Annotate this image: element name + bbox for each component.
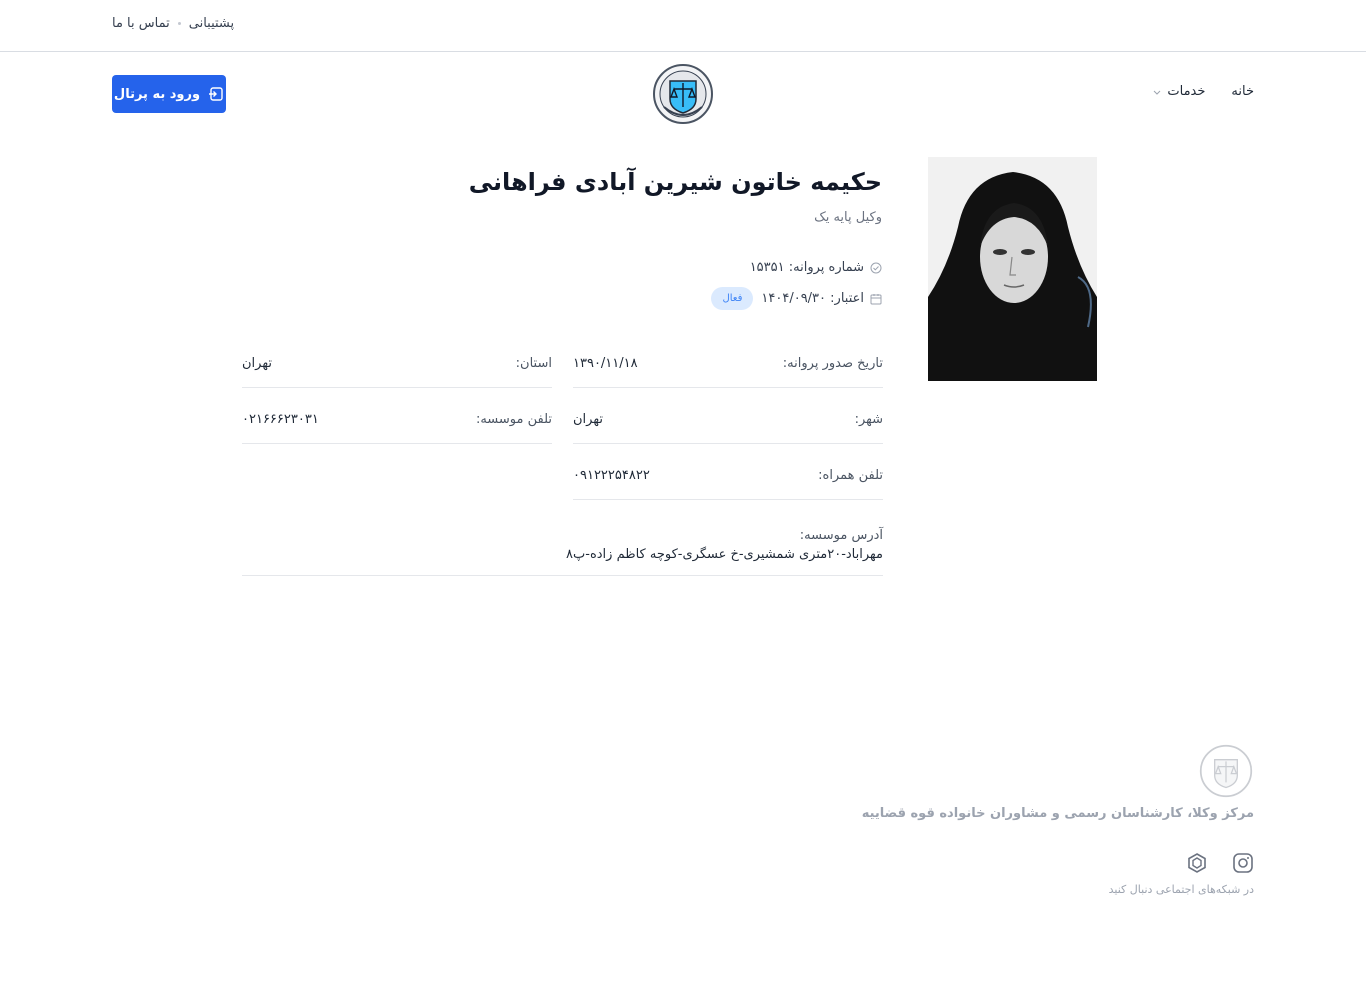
validity-date: اعتبار: ۱۴۰۴/۰۹/۳۰	[761, 291, 864, 306]
province-value: تهران	[242, 356, 272, 371]
nav-home-label: خانه	[1231, 84, 1254, 99]
top-bar	[0, 0, 1366, 52]
lawyer-title: وکیل پایه یک	[814, 210, 882, 225]
lawyer-photo	[928, 157, 1097, 381]
instagram-icon[interactable]	[1232, 852, 1254, 874]
issue-date-label: تاریخ صدور پروانه:	[782, 356, 883, 371]
footer-org-name: مرکز وکلا، کارشناسان رسمی و مشاوران خانواده قوه قضاییه	[861, 806, 1254, 821]
separator-dot	[178, 22, 181, 25]
status-badge: فعال	[711, 287, 753, 310]
nav-services-label: خدمات	[1167, 84, 1206, 99]
mobile-value[interactable]: ۰۹۱۲۲۲۵۴۸۲۲	[573, 468, 650, 483]
lawyer-name: حکیمه خاتون شیرین آبادی فراهانی	[468, 168, 882, 196]
chevron-down-icon	[1153, 88, 1161, 96]
footer-logo	[1199, 744, 1253, 798]
license-number: شماره پروانه: ۱۵۳۵۱	[749, 260, 864, 275]
city-label: شهر:	[854, 412, 883, 427]
login-icon	[208, 86, 224, 102]
issue-date-value: ۱۳۹۰/۱۱/۱۸	[573, 356, 638, 371]
address-field	[242, 528, 883, 576]
top-links	[112, 16, 234, 31]
province-field	[242, 356, 552, 388]
nav-services[interactable]	[1153, 84, 1205, 99]
judiciary-logo[interactable]	[652, 63, 714, 125]
mobile-label: تلفن همراه:	[818, 468, 883, 483]
mobile-field	[573, 468, 883, 500]
province-label: استان:	[515, 356, 552, 371]
nav-home[interactable]	[1231, 84, 1254, 99]
social-links	[1186, 852, 1254, 874]
check-circle-icon	[870, 262, 882, 274]
address-value: مهراباد-۲۰متری شمشیری-خ عسگری-کوچه کاظم زاده-پ۸	[566, 547, 883, 562]
address-label: آدرس موسسه:	[799, 528, 883, 543]
institute-phone-field	[242, 412, 552, 444]
license-number-line	[750, 260, 882, 275]
calendar-icon	[870, 293, 882, 305]
institute-phone-label: تلفن موسسه:	[475, 412, 552, 427]
issue-date-field	[573, 356, 883, 388]
city-value: تهران	[573, 412, 603, 427]
contact-link[interactable]: تماس با ما	[112, 16, 170, 31]
portal-login-button[interactable]	[112, 75, 226, 113]
portal-button-label: ورود به پرتال	[113, 86, 201, 102]
support-link[interactable]: پشتیبانی	[188, 16, 235, 31]
follow-text: در شبکه‌های اجتماعی دنبال کنید	[1108, 883, 1254, 896]
validity-line	[711, 287, 882, 310]
institute-phone-value[interactable]: ۰۲۱۶۶۶۲۳۰۳۱	[242, 412, 319, 427]
rubika-icon[interactable]	[1186, 852, 1208, 874]
city-field	[573, 412, 883, 444]
main-nav	[1153, 84, 1254, 99]
